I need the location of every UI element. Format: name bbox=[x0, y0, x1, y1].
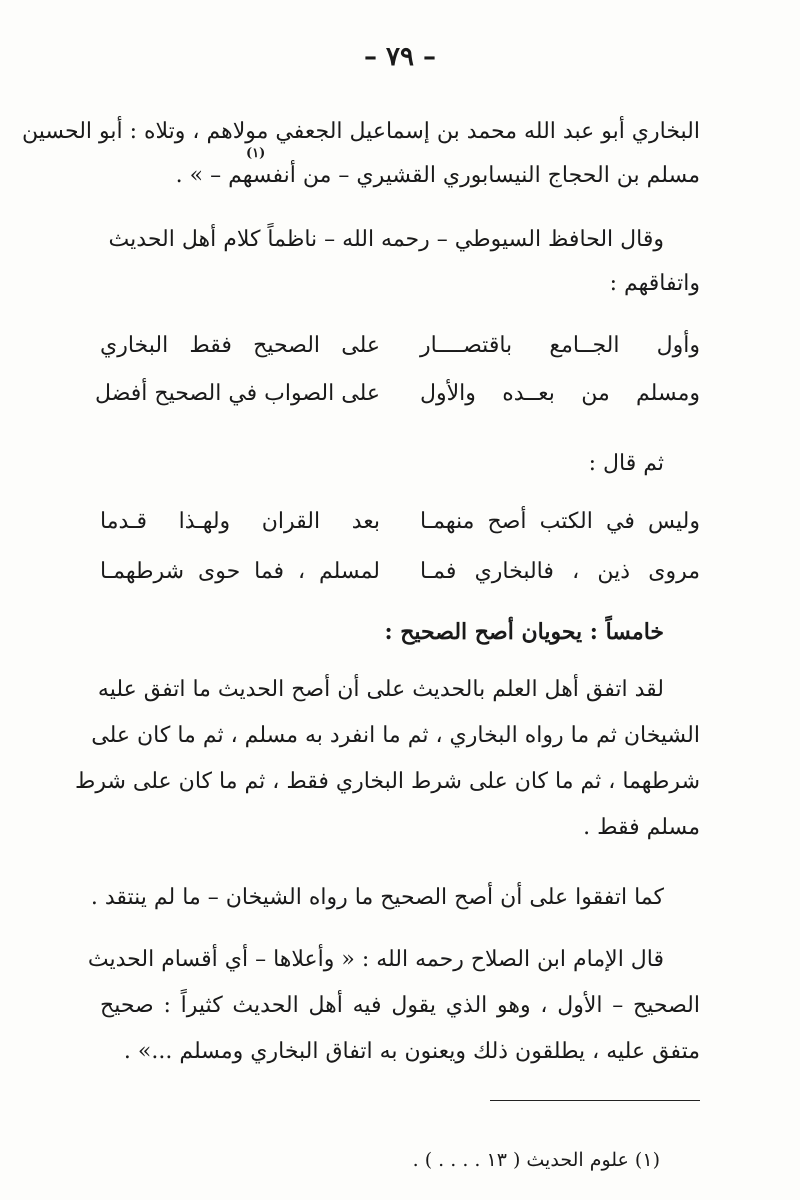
text-line: مسلم فقط . bbox=[583, 815, 700, 840]
verse-line bbox=[100, 502, 700, 542]
hemistich-first: وأول الجــامع باقتصــــار bbox=[420, 333, 700, 358]
text-line: واتفاقهم : bbox=[609, 271, 700, 296]
text-line: ثم قال : bbox=[588, 451, 664, 476]
hemistich-second: على الصواب في الصحيح أفضل bbox=[95, 381, 380, 406]
text-line: وقال الحافظ السيوطي – رحمه الله – ناظماً كلام أهل الحديث bbox=[108, 227, 664, 252]
verse-line bbox=[100, 326, 700, 366]
end-dot: . bbox=[175, 163, 183, 188]
text-line: الصحيح – الأول ، وهو الذي يقول فيه أهل الحديث كثيراً : صحيح bbox=[100, 993, 700, 1018]
hemistich-second: على الصحيح فقط البخاري bbox=[100, 333, 380, 358]
heading-text: خامساً : يحويان أصح الصحيح : bbox=[384, 619, 664, 645]
hemistich-second: بعد القران ولهـذا قـدما bbox=[100, 509, 380, 534]
text-span: مسلم بن الحجاج النيسابوري القشيري – من أنفسهم – » bbox=[189, 163, 700, 188]
hemistich-second: لمسلم ، فما حوى شرطهمـا bbox=[100, 559, 380, 584]
text-line: البخاري أبو عبد الله محمد بن إسماعيل الجعفي مولاهم ، وتلاه : أبو الحسين bbox=[21, 119, 700, 144]
verse-line bbox=[95, 374, 700, 414]
footnote-divider bbox=[490, 1100, 700, 1101]
footnote: (١) علوم الحديث ( ١٣ . . . . ) . bbox=[412, 1149, 660, 1171]
text-line: شرطهما ، ثم ما كان على شرط البخاري فقط ، ثم ما كان على شرط bbox=[75, 769, 700, 794]
hemistich-first: ومسلم من بعــده والأول bbox=[420, 381, 700, 406]
text-line: متفق عليه ، يطلقون ذلك ويعنون به اتفاق البخاري ومسلم ...» . bbox=[123, 1039, 700, 1064]
hemistich-first: وليس في الكتب أصح منهمـا bbox=[420, 509, 700, 534]
text-line: الشيخان ثم ما رواه البخاري ، ثم ما انفرد به مسلم ، ثم ما كان على bbox=[91, 723, 700, 748]
text-line bbox=[100, 156, 700, 196]
text-line: قال الإمام ابن الصلاح رحمه الله : « وأعلاها – أي أقسام الحديث bbox=[87, 947, 664, 972]
hemistich-first: مروى ذين ، فالبخاري فمـا bbox=[420, 559, 700, 584]
text-line: كما اتفقوا على أن أصح الصحيح ما رواه الشيخان – ما لم ينتقد . bbox=[90, 885, 664, 910]
page-number: – ٧٩ – bbox=[363, 42, 437, 72]
text-line: لقد اتفق أهل العلم بالحديث على أن أصح الحديث ما اتفق عليه bbox=[97, 677, 664, 702]
footnote-reference: (١) bbox=[246, 146, 266, 161]
verse-line bbox=[100, 552, 700, 592]
